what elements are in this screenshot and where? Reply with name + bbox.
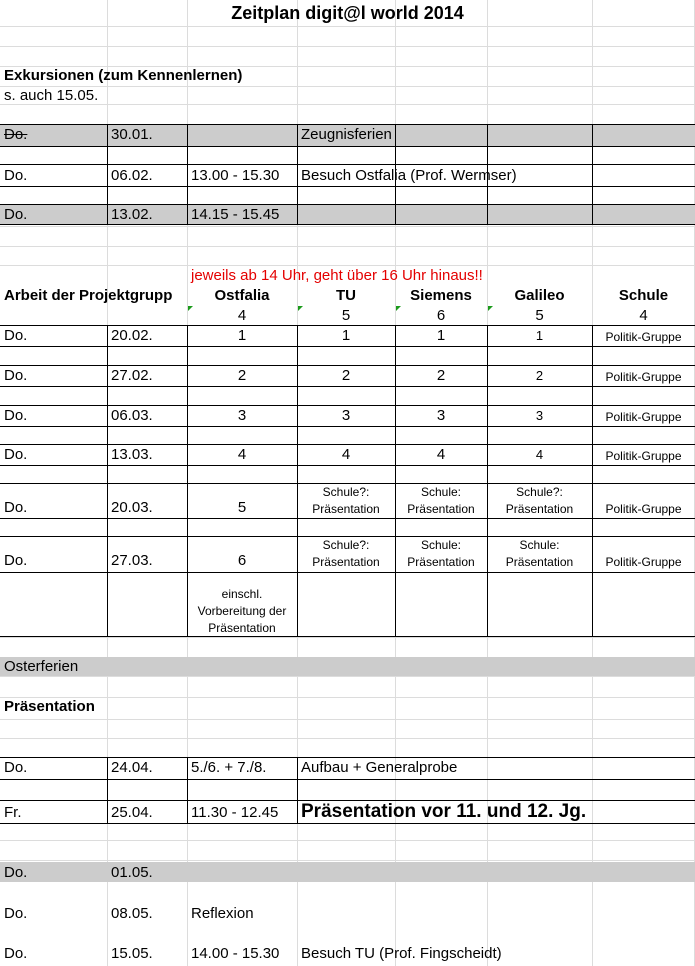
row-date: 13.03.	[111, 446, 153, 463]
gridline	[0, 738, 695, 739]
row-day: Do.	[4, 552, 28, 569]
column-count: 4	[639, 307, 648, 324]
column-name: Galileo	[514, 287, 565, 304]
may-date: 15.05.	[111, 945, 153, 962]
table-border	[0, 405, 695, 406]
table-border	[0, 779, 695, 780]
row-cell: 2	[535, 368, 544, 383]
column-count: 6	[436, 307, 446, 324]
table-border	[0, 346, 695, 347]
may-date: 01.05.	[111, 864, 153, 881]
footnote-line: Vorbereitung der	[197, 604, 287, 618]
row-date: 06.03.	[111, 407, 153, 424]
excursion-date: 13.02.	[111, 206, 153, 223]
row-cell: Präsentation	[312, 502, 380, 516]
table-border	[0, 426, 695, 427]
excursion-text: Zeugnisferien	[301, 126, 392, 143]
row-cell: Schule:	[420, 485, 462, 499]
section-heading-excursions: Exkursionen (zum Kennenlernen)	[4, 67, 243, 84]
presentation-day: Do.	[4, 759, 28, 776]
holiday-label: Osterferien	[4, 658, 79, 675]
gridline	[0, 265, 695, 266]
row-cell: 4	[237, 446, 247, 463]
row-cell: 2	[436, 367, 446, 384]
gridline	[0, 26, 695, 27]
excursion-date: 30.01.	[111, 126, 153, 143]
table-border	[0, 325, 695, 326]
table-border	[0, 164, 695, 165]
row-cell: Politik-Gruppe	[605, 555, 682, 569]
row-cell: 2	[237, 367, 247, 384]
excursion-day: Do.	[4, 206, 28, 223]
row-cell: 5	[237, 499, 247, 516]
table-border	[0, 757, 695, 758]
row-date: 20.02.	[111, 327, 153, 344]
column-name: TU	[336, 287, 356, 304]
gridline	[0, 676, 695, 677]
row-cell: 3	[341, 407, 351, 424]
row-date: 27.02.	[111, 367, 153, 384]
excursion-day: Do.	[4, 167, 28, 184]
row-day: Do.	[4, 407, 28, 424]
row-cell: 2	[341, 367, 351, 384]
table-border	[592, 124, 593, 225]
table-border	[0, 518, 695, 519]
row-cell: Politik-Gruppe	[605, 449, 682, 463]
gridline	[0, 697, 695, 698]
column-name: Ostfalia	[214, 287, 270, 304]
excursion-time: 13.00 - 15.30	[191, 167, 280, 184]
table-border	[297, 124, 298, 225]
table-border	[0, 636, 695, 637]
row-cell: Politik-Gruppe	[605, 502, 682, 516]
row-cell: 6	[237, 552, 247, 569]
gridline	[0, 86, 695, 87]
table-border	[0, 186, 695, 187]
gridline	[0, 637, 695, 638]
row-cell: 1	[436, 327, 446, 344]
table-border	[107, 124, 108, 225]
presentation-date: 24.04.	[111, 759, 153, 776]
excursion-time: 14.15 - 15.45	[191, 206, 280, 223]
presentation-time: 11.30 - 12.45	[191, 804, 279, 821]
may-day: Do.	[4, 945, 28, 962]
gridline	[0, 104, 695, 105]
page-title: Zeitplan digit@l world 2014	[231, 3, 464, 23]
row-day: Do.	[4, 367, 28, 384]
may-day: Do.	[4, 905, 28, 922]
gridline	[0, 46, 695, 47]
may-day: Do.	[4, 864, 28, 881]
row-cell: Präsentation	[407, 555, 475, 569]
row-cell: 4	[535, 447, 544, 462]
grey-band	[0, 862, 695, 882]
table-border	[107, 325, 108, 637]
gridline	[0, 246, 695, 247]
table-border	[0, 465, 695, 466]
table-border	[0, 224, 695, 225]
table-border	[0, 572, 695, 573]
row-day: Do.	[4, 327, 28, 344]
table-border	[187, 124, 188, 225]
column-name: Siemens	[410, 287, 472, 304]
table-border	[0, 823, 695, 824]
row-cell: 1	[237, 327, 247, 344]
row-cell: 3	[436, 407, 446, 424]
section-heading-presentation: Präsentation	[4, 698, 95, 715]
table-border	[297, 757, 298, 824]
row-cell: Präsentation	[312, 555, 380, 569]
may-date: 08.05.	[111, 905, 153, 922]
table-border	[0, 386, 695, 387]
gridline	[0, 840, 695, 841]
row-cell: Politik-Gruppe	[605, 410, 682, 424]
excursion-date: 06.02.	[111, 167, 153, 184]
row-cell: Schule:	[420, 538, 462, 552]
project-notice: jeweils ab 14 Uhr, geht über 16 Uhr hinaus!!	[191, 267, 483, 284]
table-border	[187, 757, 188, 824]
presentation-date: 25.04.	[111, 804, 153, 821]
row-cell: Präsentation	[505, 555, 574, 569]
excursions-note: s. auch 15.05.	[4, 87, 99, 104]
footnote-line: einschl.	[221, 587, 263, 601]
table-border	[0, 365, 695, 366]
row-cell: 3	[237, 407, 247, 424]
gridline	[0, 719, 695, 720]
presentation-highlight: Präsentation vor 11. und 12. Jg.	[301, 801, 587, 822]
column-count: 5	[535, 307, 544, 324]
table-border	[0, 204, 695, 205]
row-cell: Schule?:	[322, 485, 370, 499]
footnote-line: Präsentation	[208, 621, 276, 635]
row-cell: Politik-Gruppe	[605, 370, 682, 384]
row-cell: Präsentation	[407, 502, 475, 516]
row-cell: Schule:	[519, 538, 560, 552]
row-cell: Präsentation	[505, 502, 574, 516]
row-date: 20.03.	[111, 499, 153, 516]
table-border	[107, 757, 108, 824]
project-heading: Arbeit der Projektgrupp	[4, 287, 173, 304]
grey-band	[0, 204, 695, 224]
row-cell: Schule?:	[516, 485, 563, 499]
row-cell: 3	[535, 408, 544, 423]
may-time: Reflexion	[191, 905, 254, 922]
row-cell: Schule?:	[322, 538, 370, 552]
gridline	[0, 226, 695, 227]
row-cell: 4	[436, 446, 446, 463]
may-text: Besuch TU (Prof. Fingscheidt)	[301, 945, 502, 962]
column-count: 5	[341, 307, 351, 324]
row-day: Do.	[4, 446, 28, 463]
holiday-band	[0, 657, 695, 676]
row-date: 27.03.	[111, 552, 153, 569]
column-name: Schule	[618, 287, 669, 304]
presentation-time: 5./6. + 7./8.	[191, 759, 267, 776]
row-day: Do.	[4, 499, 28, 516]
table-border	[0, 444, 695, 445]
table-border	[0, 146, 695, 147]
row-cell: 1	[535, 328, 544, 343]
may-time: 14.00 - 15.30	[191, 945, 280, 962]
presentation-day: Fr.	[4, 804, 22, 821]
row-cell: 1	[341, 327, 351, 344]
row-cell: Politik-Gruppe	[605, 330, 682, 344]
gridline	[0, 860, 695, 861]
excursion-day: Do.	[4, 126, 28, 143]
table-border	[0, 124, 695, 125]
presentation-text: Aufbau + Generalprobe	[301, 759, 458, 776]
excursion-text: Besuch Ostfalia (Prof. Wermser)	[301, 167, 517, 184]
row-cell: 4	[341, 446, 351, 463]
column-count: 4	[237, 307, 247, 324]
